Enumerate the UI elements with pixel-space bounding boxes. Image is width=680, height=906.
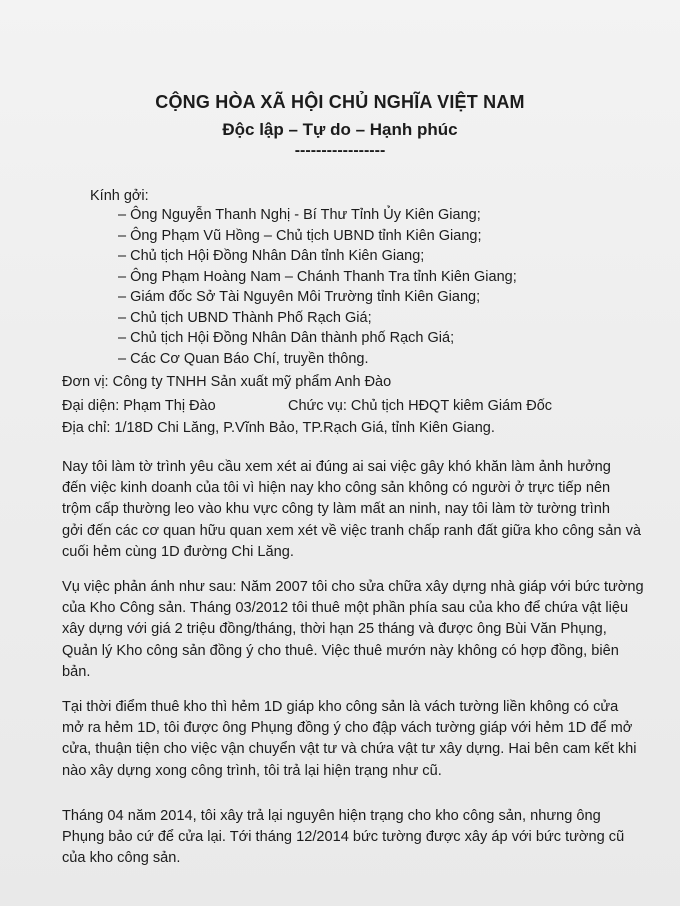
representative-row	[62, 398, 553, 414]
paragraph-line: Tháng 04 năm 2014, tôi xây trả lại nguyên hiện trạng cho kho công sản, nhưng ông	[62, 808, 601, 824]
paragraph-line: Phụng bảo cứ để cửa lại. Tới tháng 12/2014 bức tường được xây áp với bức tường cũ	[62, 829, 625, 846]
paragraph-line: gởi đến các cơ quan hữu quan xem xét về việc tranh chấp ranh đất giữa kho công sản và	[62, 522, 641, 539]
paragraph-restoration	[62, 806, 652, 870]
paragraph-line: của kho công sản.	[62, 850, 181, 867]
recipient-item: – Chủ tịch Hội Đồng Nhân Dân thành phố Rạch Giá;	[118, 330, 455, 346]
paragraph-line: Tại thời điểm thuê kho thì hẻm 1D giáp kho công sản là vách tường liền không có cửa	[62, 699, 619, 715]
company-address: Địa chỉ: 1/18D Chi Lăng, P.Vĩnh Bảo, TP.Rạch Giá, tỉnh Kiên Giang.	[62, 420, 495, 436]
paragraph-request	[62, 457, 652, 563]
company-unit: Đơn vị: Công ty TNHH Sản xuất mỹ phẩm Anh Đào	[62, 374, 392, 390]
paragraph-incident	[62, 577, 652, 683]
paragraph-line: nào xây dựng xong công trình, tôi trả lại hiện trạng như cũ.	[62, 762, 442, 779]
paragraph-line: xây dựng với giá 2 triệu đồng/tháng, thời hạn 25 tháng và được ông Bùi Văn Phụng,	[62, 621, 607, 638]
paragraph-line: mở ra hẻm 1D, tôi được ông Phụng đồng ý cho đập vách tường giáp với hẻm 1D để mở	[62, 720, 633, 737]
paragraph-line: trộm cấp thường leo vào khu vực công ty làm mất an ninh, nay tôi làm tờ tường trình	[62, 501, 610, 518]
representative-position: Chức vụ: Chủ tịch HĐQT kiêm Giám Đốc	[288, 398, 553, 414]
paragraph-line: cuối hẻm cùng 1D đường Chi Lăng.	[62, 543, 294, 560]
recipient-item: – Chủ tịch Hội Đồng Nhân Dân tỉnh Kiên Giang;	[118, 248, 425, 264]
recipient-list	[118, 205, 517, 369]
paragraph-line: bản.	[62, 663, 91, 680]
national-motto: Độc lập – Tự do – Hạnh phúc	[222, 120, 458, 139]
national-title: CỘNG HÒA XÃ HỘI CHỦ NGHĨA VIỆT NAM	[155, 92, 525, 112]
recipient-item: – Các Cơ Quan Báo Chí, truyền thông.	[118, 350, 369, 367]
paragraph-line: Vụ việc phản ánh như sau: Năm 2007 tôi cho sửa chữa xây dựng nhà giáp với bức tường	[62, 579, 644, 595]
recipient-item: – Giám đốc Sở Tài Nguyên Môi Trường tỉnh Kiên Giang;	[118, 289, 481, 305]
recipient-item: – Chủ tịch UBND Thành Phố Rạch Giá;	[118, 309, 372, 326]
greeting-label: Kính gởi:	[90, 188, 149, 204]
paragraph-line: Quản lý Kho công sản đồng ý cho thuê. Việc thuê mướn này không có hợp đồng, biên	[62, 642, 619, 659]
paragraph-line: Nay tôi làm tờ trình yêu cầu xem xét ai đúng ai sai việc gây khó khăn làm ảnh hưởng	[62, 459, 611, 475]
paragraph-lease	[62, 697, 652, 782]
representative-name: Đại diện: Phạm Thị Đào	[62, 398, 216, 414]
paragraph-line: đến việc kinh doanh của tôi vì hiện nay kho công sản không có người ở trực tiếp nên	[62, 480, 611, 497]
recipient-item: – Ông Phạm Hoàng Nam – Chánh Thanh Tra tỉnh Kiên Giang;	[118, 268, 517, 285]
recipient-item: – Ông Phạm Vũ Hồng – Chủ tịch UBND tỉnh Kiên Giang;	[118, 227, 482, 244]
paragraph-line: cửa, thuận tiện cho việc vận chuyển vật tư và chứa vật tư xây dựng. Hai bên cam kết khi	[62, 741, 637, 758]
recipient-item: – Ông Nguyễn Thanh Nghị - Bí Thư Tỉnh Ủy Kiên Giang;	[118, 207, 481, 223]
header-divider: -----------------	[294, 142, 386, 159]
paragraph-line: của Kho Công sản. Tháng 03/2012 tôi thuê một phần phía sau của kho để chứa vật liệu	[62, 600, 629, 617]
